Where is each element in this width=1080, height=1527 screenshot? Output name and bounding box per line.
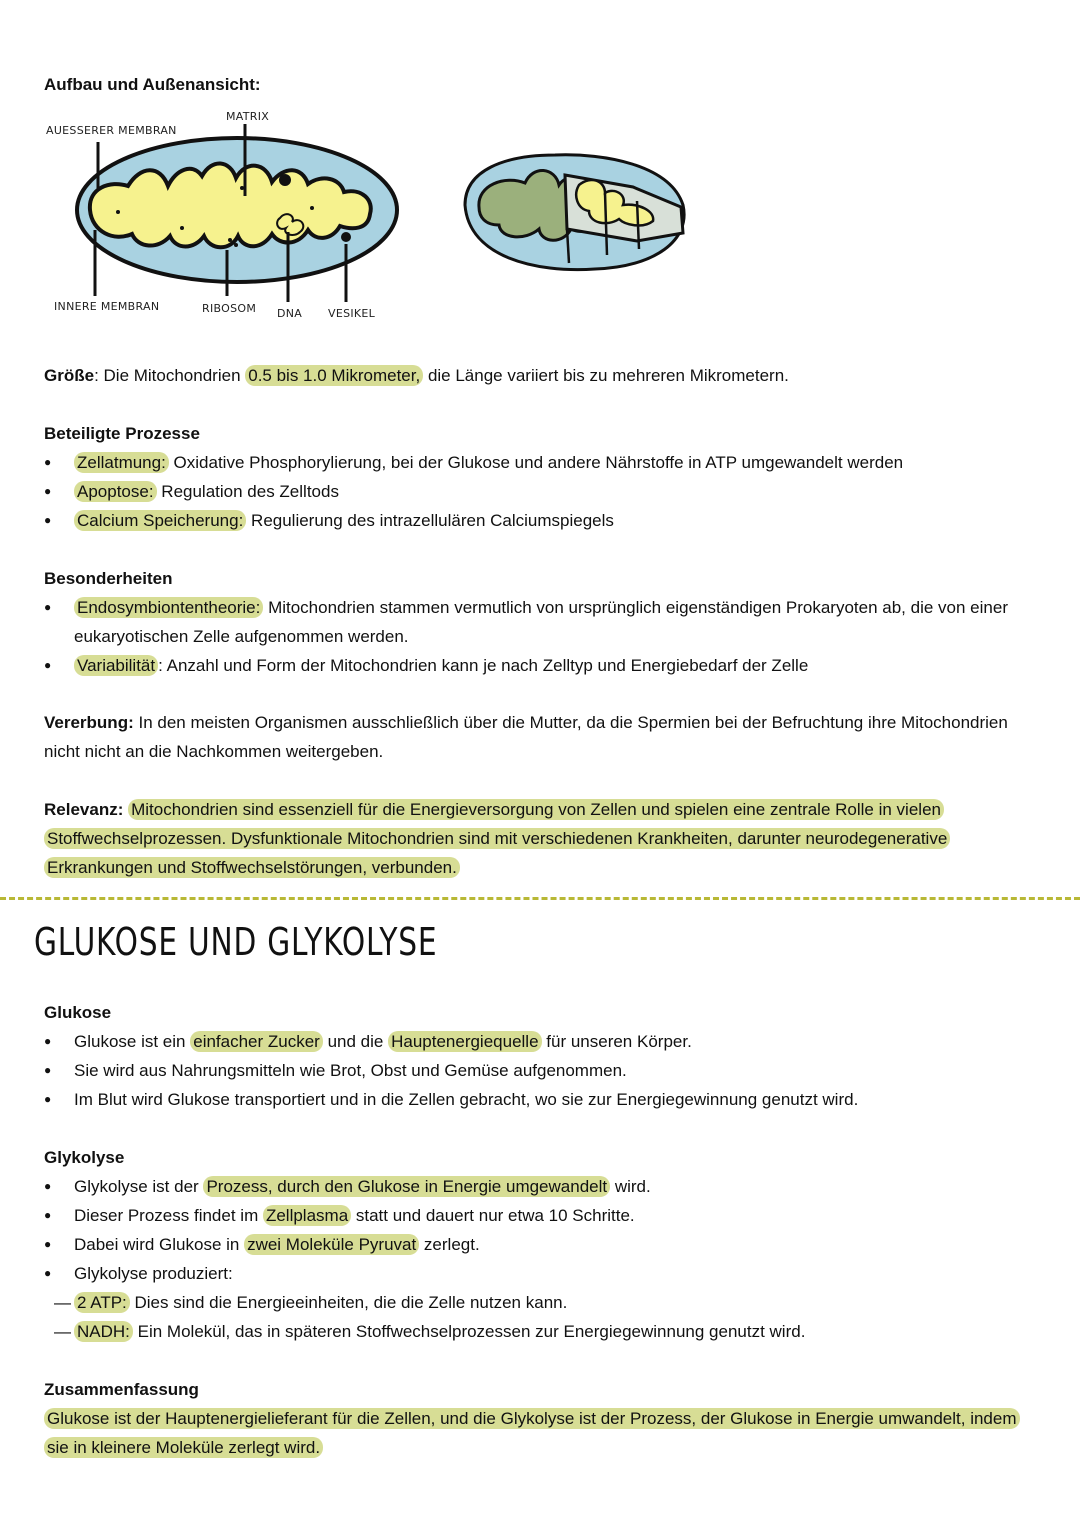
mitochondrion-diagram [40,100,420,330]
list-item [54,1288,1034,1317]
label-outer-membrane: AUESSERER MEMBRAN [46,124,177,137]
ribosome-dot [228,238,232,242]
besonderheit-term: Endosymbiontentheorie: [74,597,263,618]
product-text: Ein Molekül, das in späteren Stoffwechselprozessen zur Energiegewinnung genutzt wird. [132,1322,806,1341]
glykolyse-list [44,1172,1034,1288]
prozess-term: Zellatmung: [74,452,169,473]
text: Glukose ist ein [74,1032,191,1051]
ribosome-dot [116,210,120,214]
vesicle-shape [279,174,291,186]
list-item [44,506,1034,535]
text: wird. [610,1177,651,1196]
list-item [44,1230,1034,1259]
mitochondrion-cross-section-illustration [455,145,695,280]
prozess-term: Apoptose: [74,481,157,502]
text: Glykolyse ist der [74,1177,204,1196]
besonderheiten-list [44,593,1034,680]
label-matrix: MATRIX [226,110,270,123]
vererbung-text: In den meisten Organismen ausschließlich über die Mutter, da die Spermien bei der Befruchtung ihre Mitochondrien nicht nicht an die Nachkommen weitergeben. [44,713,1008,761]
prozess-text: Regulierung des intrazellulären Calciumspiegels [246,511,614,530]
prozess-term: Calcium Speicherung: [74,510,246,531]
list-item [44,651,1034,680]
vererbung-label: Vererbung: [44,713,134,732]
text: für unseren Körper. [541,1032,692,1051]
glukose-list [44,1027,1034,1114]
list-item: ● Im Blut wird Glukose transportiert und in die Zellen gebracht, wo sie zur Energiegewinnung genutzt wird. [44,1085,1034,1114]
product-term: NADH: [74,1321,133,1342]
label-ribosome: RIBOSOM [202,302,257,315]
highlight: zwei Moleküle Pyruvat [244,1234,419,1255]
highlight: Hauptenergiequelle [388,1031,541,1052]
text: und die [322,1032,389,1051]
prozess-text: Regulation des Zelltods [156,482,339,501]
section-title-glukose: GLUKOSE UND GLYKOLYSE [34,920,438,964]
groesse-highlight: 0.5 bis 1.0 Mikrometer, [245,365,423,386]
product-text: Dies sind die Energieeinheiten, die die Zelle nutzen kann. [129,1293,568,1312]
prozess-text: Oxidative Phosphorylierung, bei der Glukose und andere Nährstoffe in ATP umgewandelt werden [168,453,904,472]
groesse-pre: : Die Mitochondrien [94,366,246,385]
list-item [44,593,1034,651]
list-item: ● Glykolyse produziert: [44,1259,1034,1288]
text: zerlegt. [419,1235,480,1254]
list-item [44,1172,1034,1201]
heading-glykolyse: Glykolyse [44,1148,125,1167]
list-item [44,448,1034,477]
text: Dabei wird Glukose in [74,1235,245,1254]
highlight: Zellplasma [263,1205,351,1226]
besonderheit-text: : Anzahl und Form der Mitochondrien kann je nach Zelltyp und Energiebedarf der Zelle [158,656,809,675]
text: Dieser Prozess findet im [74,1206,263,1225]
besonderheit-term: Variabilität [74,655,158,676]
product-term: 2 ATP: [74,1292,130,1313]
label-inner-membrane: INNERE MEMBRAN [54,300,160,313]
zusammenfassung-paragraph [44,1404,1034,1462]
list-item [44,1201,1034,1230]
vererbung-paragraph [44,708,1034,766]
glykolyse-products-list [54,1288,1034,1346]
groesse-line [44,361,1034,390]
highlight: einfacher Zucker [190,1031,323,1052]
besonderheit-text: Mitochondrien stammen vermutlich von ursprünglich eigenständigen Prokaryoten ab, die von einer eukaryotischen Zelle aufgenommen werden. [74,598,1008,646]
list-item: ● Sie wird aus Nahrungsmitteln wie Brot, Obst und Gemüse aufgenommen. [44,1056,1034,1085]
vesicle-shape-2 [341,232,351,242]
heading-zusammenfassung: Zusammenfassung [44,1380,199,1399]
heading-aufbau: Aufbau und Außenansicht: [44,75,261,94]
zusammenfassung-text: Glukose ist der Hauptenergielieferant für die Zellen, und die Glykolyse ist der Prozess, der Glukose in Energie umwandelt, indem sie in kleinere Moleküle zerlegt wird. [44,1408,1020,1458]
ribosome-dot [240,186,244,190]
relevanz-paragraph [44,795,1034,882]
relevanz-text: Mitochondrien sind essenziell für die Energieversorgung von Zellen und spielen eine zentrale Rolle in vielen Stoffwechselprozessen. Dysfunktionale Mitochondrien sind mit verschiedenen Krankheiten, darunter neurodegenerative Erkrankungen und Stoffwechselstörungen, verbunden. [44,799,950,878]
groesse-label: Größe [44,366,95,385]
ribosome-dot [234,243,238,247]
heading-besonderheiten: Besonderheiten [44,569,173,588]
list-item [54,1317,1034,1346]
label-dna: DNA [277,307,303,320]
text: statt und dauert nur etwa 10 Schritte. [351,1206,635,1225]
heading-glukose: Glukose [44,1003,112,1022]
ribosome-dot [310,206,314,210]
relevanz-label: Relevanz: [44,800,124,819]
label-vesicle: VESIKEL [328,307,376,320]
heading-prozesse: Beteiligte Prozesse [44,424,200,443]
groesse-post: die Länge variiert bis zu mehreren Mikrometern. [423,366,789,385]
list-item [44,477,1034,506]
highlight: Prozess, durch den Glukose in Energie umgewandelt [203,1176,610,1197]
section-divider [0,897,1080,900]
prozesse-list [44,448,1034,535]
ribosome-dot [180,226,184,230]
list-item [44,1027,1034,1056]
